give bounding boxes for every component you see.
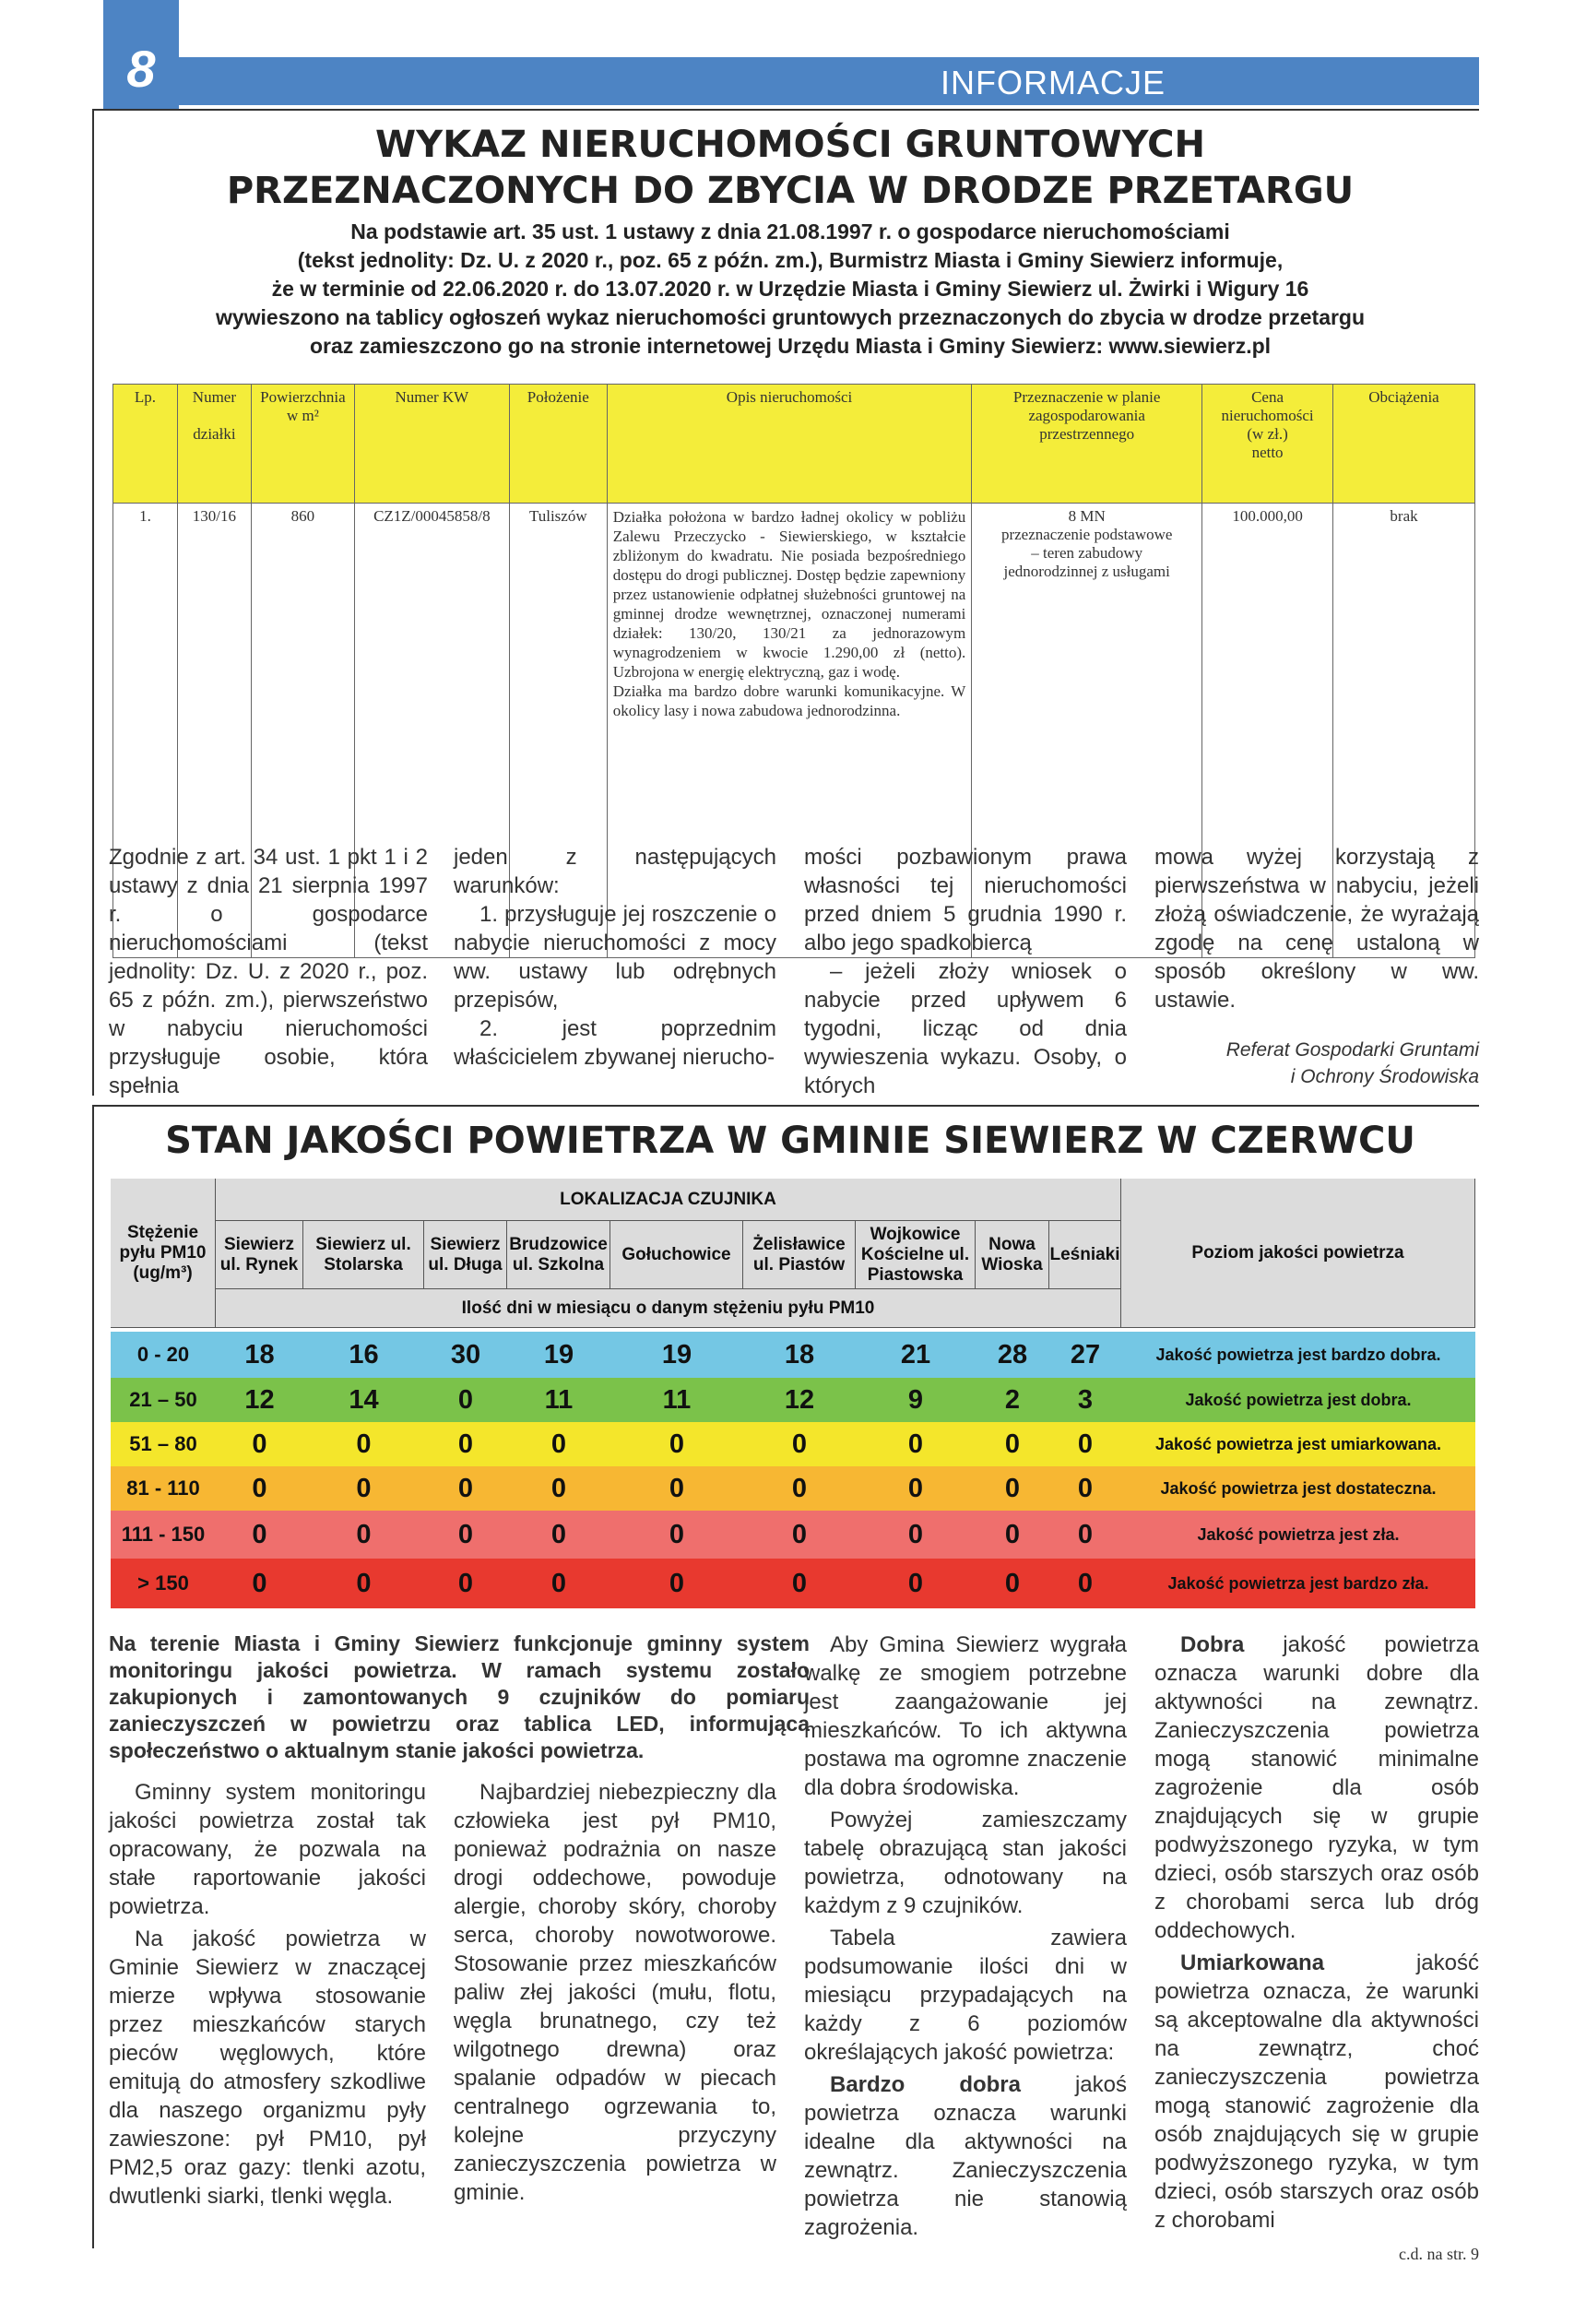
top-rule (92, 109, 1479, 111)
cell-kw: CZ1Z/00045858/8 (354, 504, 509, 958)
notice-intro-4: wywieszono na tablicy ogłoszeń wykaz nieruchomości gruntowych przeznaczonych do zbycia w drodze przetargu (215, 305, 1366, 329)
cell-obciazenia: brak (1333, 504, 1475, 958)
value-cell: 0 (550, 1568, 567, 1598)
value-cell: 0 (457, 1384, 474, 1415)
quality-header: Poziom jakości powietrza (1121, 1179, 1475, 1328)
value-cell: 0 (252, 1429, 267, 1459)
value-cell: 27 (1070, 1339, 1101, 1370)
value-cell: 0 (907, 1568, 924, 1598)
value-cell: 16 (349, 1339, 379, 1370)
header-cena: Cena nieruchomości (w zł.) netto (1202, 385, 1333, 504)
term-text: jakość powietrza oznacza warunki dobre dla aktywności na zewnątrz. Zanieczyszczenia powietrza mogą stanowić minimalne zagrożenie dla osób znajdujących się w grupie podwyższonego ryzyka, w tym dzieci, osób starszych oraz osób z chorobami serca lub dróg oddechowych. (1154, 1632, 1479, 1943)
value-cell: 0 (669, 1568, 685, 1598)
value-cell: 19 (661, 1339, 692, 1370)
notice-intro-1: Na podstawie art. 35 ust. 1 ustawy z dnia 21.08.1997 r. o gospodarce nieruchomościami (350, 219, 1230, 243)
signature-line-2: i Ochrony Środowiska (1290, 1066, 1479, 1087)
value-cell: 0 (1004, 1568, 1021, 1598)
quality-label: Jakość powietrza jest dostateczna. (1160, 1478, 1437, 1498)
notice-paragraph: – jeżeli złoży wniosek o nabycie przed upływem 6 tygodni, licząc od dnia wywieszenia wykazu. Osoby, o których (804, 959, 1127, 1098)
page-number: 8 (103, 0, 179, 109)
range-label: 51 – 80 (129, 1432, 197, 1455)
notice-intro-3: że w terminie od 22.06.2020 r. do 13.07.2020 r. w Urzędzie Miasta i Gminy Siewierz ul. Żwirki i Wigury 16 (271, 277, 1309, 301)
opis-text-2: Działka ma bardzo dobre warunki komunikacyjne. W okolicy lasy i nowa zabudowa jednorodzinna. (612, 682, 966, 719)
location-9: Leśniaki (1049, 1221, 1121, 1289)
value-cell: 0 (791, 1519, 808, 1549)
term-dobra: Dobra (1180, 1632, 1245, 1657)
cell-cena: 100.000,00 (1202, 504, 1333, 958)
value-cell: 0 (907, 1519, 924, 1549)
notice-intro-5: oraz zamieszczono go na stronie internetowej Urzędu Miasta i Gminy Siewierz: www.siewierz.pl (309, 334, 1272, 358)
range-label: 111 - 150 (121, 1523, 206, 1546)
term-umiarkowana: Umiarkowana (1180, 1951, 1325, 1975)
value-cell: 11 (662, 1384, 692, 1415)
notice-column-1 (109, 843, 428, 1100)
air-lead-paragraph: Na terenie Miasta i Gminy Siewierz funkcjonuje gminny system monitoringu jakości powietrza. W ramach systemu zostało zakupionych i zamontowanych 9 czujników do pomiaru zanieczyszczeń w powietrzu oraz tablica LED, informująca społeczeństwo o aktualnym stanie jakości powietrza. (109, 1631, 810, 1762)
value-cell: 0 (252, 1473, 267, 1503)
notice-paragraph: jeden z następujących warunków: (454, 845, 776, 898)
value-cell: 0 (669, 1429, 685, 1459)
value-cell: 12 (244, 1384, 275, 1415)
term-text: jakość powietrza oznacza, że warunki są akceptowalne dla aktywności na zewnątrz, choć zanieczyszczenia powietrza mogą stanowić zagrożenie dla osób znajdujących się w grupie podwyższonego ryzyka, w tym dzieci, osób starszych oraz osób z chorobami (1154, 1951, 1479, 2233)
notice-paragraph: mowa wyżej korzystają z pierwszeństwa w nabyciu, jeżeli złożą oświadczenie, że wyrażają zgodę na cenę ustaloną w sposób określony w ww. ustawie. (1154, 845, 1479, 1013)
value-cell: 0 (669, 1519, 685, 1549)
value-cell: 14 (349, 1384, 379, 1415)
value-cell: 0 (356, 1519, 372, 1549)
air-paragraph: Aby Gmina Siewierz wygrała walkę ze smogiem potrzebne jest zaangażowanie jej mieszkańców. To ich aktywna postawa ma ogromne znaczenie dla dobra środowiska. (804, 1632, 1127, 1800)
air-paragraph: Na jakość powietrza w Gminie Siewierz w znaczącej mierze wpływa stosowanie przez mieszkańców starych pieców węglowych, które emitują do atmosfery szkodliwe dla naszego organizmu pyły zawieszone: pył PM10, pył PM2,5 oraz gazy: tlenki azotu, dwutlenki siarki, tlenki węgla. (109, 1927, 426, 2209)
range-label: 21 – 50 (129, 1388, 197, 1411)
value-cell: 3 (1077, 1384, 1094, 1415)
section-label: INFORMACJE (941, 64, 1166, 101)
range-label: 0 - 20 (136, 1343, 190, 1366)
value-cell: 0 (1004, 1473, 1021, 1503)
corner-header: Stężenie pyłu PM10 (ug/m³) (111, 1179, 216, 1328)
location-6: Żelisławice ul. Piastów (743, 1221, 856, 1289)
location-5: Gołuchowice (610, 1221, 743, 1289)
opis-text: Działka położona w bardzo ładnej okolicy w pobliżu Zalewu Przeczycko - Siewierskiego, w kształcie zbliżonym do kwadratu. Nie posiada bezpośredniego dostępu do drogi publicznej. Dostęp będzie zapewniony przez ustanowienie odpłatnej służebności gruntowej na gminnej drodze wewnętrznej, oznaczonej numerami działek: 130/20, 130/21 za jednorazowym wynagrodzeniem w kwocie 1.290,00 zł (netto). Uzbrojona w energię elektryczną, gaz i wodę. (612, 508, 966, 681)
property-table-header (113, 385, 1475, 504)
value-cell: 18 (244, 1339, 275, 1370)
air-paragraph: Najbardziej niebezpieczny dla człowieka jest pył PM10, ponieważ podrażnia on nasze drogi oddechowe, powoduje alergie, choroby skóry, choroby serca, choroby nowotworowe. Stosowanie przez mieszkańców paliw złej jakości (mułu, flotu, węgla brunatnego, czy też wilgotnego drewna) oraz spalanie odpadów w piecach centralnego ogrzewania to, kolejne przyczyny zanieczyszczenia powietrza w gminie. (454, 1780, 776, 2205)
value-cell: 0 (907, 1473, 924, 1503)
air-paragraph (1154, 1630, 1479, 1945)
header-kw: Numer KW (354, 385, 509, 504)
quality-label: Jakość powietrza jest dobra. (1185, 1390, 1412, 1409)
air-paragraph: Gminny system monitoringu jakości powietrza został tak opracowany, że pozwala na stałe raportowanie jakości powietrza. (109, 1780, 426, 1919)
quality-label: Jakość powietrza jest umiarkowana. (1154, 1434, 1442, 1453)
location-header: LOKALIZACJA CZUJNIKA (216, 1179, 1121, 1221)
value-cell: 0 (356, 1473, 372, 1503)
location-8: Nowa Wioska (976, 1221, 1049, 1289)
air-column-4 (1154, 1630, 1479, 2269)
value-cell: 0 (252, 1519, 267, 1549)
value-cell: 9 (907, 1384, 924, 1415)
air-paragraph: Powyżej zamieszczamy tabelę obrazującą stan jakości powietrza, odnotowany na każdym z 9 czujników. (804, 1808, 1127, 1918)
value-cell: 0 (1004, 1429, 1021, 1459)
value-cell: 0 (791, 1473, 808, 1503)
section-header-bar (179, 57, 1479, 105)
continued-note: c.d. na str. 9 (1399, 2245, 1479, 2263)
header-polozenie: Położenie (509, 385, 607, 504)
header-przeznaczenie: Przeznaczenie w planie zagospodarowania przestrzennego (972, 385, 1202, 504)
value-cell: 21 (900, 1339, 931, 1370)
value-cell: 18 (784, 1339, 815, 1370)
value-cell: 0 (791, 1568, 808, 1598)
air-column-1 (109, 1778, 426, 2211)
value-cell: 30 (450, 1339, 481, 1370)
notice-column-2 (454, 843, 776, 1072)
value-cell: 0 (669, 1473, 685, 1503)
term-bardzo-dobra: Bardzo dobra (830, 2072, 1021, 2097)
value-cell: 0 (1077, 1473, 1094, 1503)
value-cell: 0 (356, 1429, 372, 1459)
value-cell: 2 (1004, 1384, 1021, 1415)
notice-title-line-1: WYKAZ NIERUCHOMOŚCI GRUNTOWYCH (375, 124, 1205, 166)
notice-paragraph: Zgodnie z art. 34 ust. 1 pkt 1 i 2 ustawy z dnia 21 sierpnia 1997 r. o gospodarce nieruchomościami (tekst jednolity: Dz. U. z 2020 r., poz. 65 z późn. zm.), pierwszeństwo w nabyciu nieruchomości przysługuje osobie, która spełnia (109, 845, 428, 1098)
air-column-2 (454, 1778, 776, 2207)
signature-line-1: Referat Gospodarki Gruntami (1225, 1039, 1479, 1061)
air-paragraph: Tabela zawiera podsumowanie ilości dni w miesiącu przypadających na każdy z 6 poziomów określających jakość powietrza: (804, 1926, 1127, 2065)
cell-dzialka: 130/16 (177, 504, 251, 958)
notice-column-3 (804, 843, 1127, 1100)
air-quality-title: STAN JAKOŚCI POWIETRZA W GMINIE SIEWIERZ W CZERWCU (165, 1120, 1415, 1162)
value-cell: 0 (550, 1473, 567, 1503)
left-rule (92, 109, 94, 1096)
term-text: jakoś powietrza oznacza warunki idealne dla aktywności na zewnątrz. Zanieczyszczenia powietrza nie stanowią zagrożenia. (804, 2072, 1127, 2240)
quality-label: Jakość powietrza jest bardzo dobra. (1155, 1345, 1441, 1364)
range-label: > 150 (137, 1571, 189, 1595)
value-cell: 0 (457, 1519, 474, 1549)
notice-title-line-2: PRZEZNACZONYCH DO ZBYCIA W DRODZE PRZETARGU (226, 170, 1355, 212)
left-rule-2 (92, 1105, 94, 2248)
value-cell: 0 (1004, 1519, 1021, 1549)
location-2: Siewierz ul. Stolarska (303, 1221, 424, 1289)
value-cell: 0 (356, 1568, 372, 1598)
value-cell: 0 (457, 1473, 474, 1503)
air-quality-table (111, 1179, 1475, 1623)
cell-powierzchnia: 860 (251, 504, 354, 958)
value-cell: 19 (543, 1339, 574, 1370)
value-cell: 0 (1077, 1519, 1094, 1549)
header-opis: Opis nieruchomości (607, 385, 972, 504)
cell-polozenie: Tuliszów (509, 504, 607, 958)
notice-intro-2: (tekst jednolity: Dz. U. z 2020 r., poz. 65 z późn. zm.), Burmistrz Miasta i Gminy Siewierz informuje, (297, 248, 1284, 272)
value-cell: 0 (550, 1429, 567, 1459)
air-paragraph (804, 2070, 1127, 2242)
location-7: Wojkowice Kościelne ul. Piastowska (856, 1221, 976, 1289)
header-obciazenia: Obciążenia (1333, 385, 1475, 504)
value-cell: 0 (457, 1568, 474, 1598)
location-4: Brudzowice ul. Szkolna (507, 1221, 610, 1289)
value-cell: 0 (1077, 1429, 1094, 1459)
section-divider (92, 1105, 1479, 1107)
notice-paragraph: 1. przysługuje jej roszczenie o nabycie nieruchomości z mocy ww. ustawy lub odrębnych przepisów, (454, 902, 776, 1013)
value-cell: 28 (997, 1339, 1028, 1370)
value-cell: 0 (791, 1429, 808, 1459)
air-column-3 (804, 1630, 1127, 2242)
value-cell: 11 (544, 1384, 574, 1415)
range-label: 81 - 110 (126, 1476, 200, 1500)
count-header: Ilość dni w miesiącu o danym stężeniu pyłu PM10 (216, 1289, 1121, 1328)
value-cell: 0 (252, 1568, 267, 1598)
header-powierzchnia: Powierzchnia w m² (251, 385, 354, 504)
notice-signature (1154, 1037, 1479, 1090)
header-dzialka: Numer działki (177, 385, 251, 504)
value-cell: 0 (457, 1429, 474, 1459)
value-cell: 0 (550, 1519, 567, 1549)
notice-paragraph: mości pozbawionym prawa własności tej nieruchomości przed dniem 5 grudnia 1990 r. albo jego spadkobiercą (804, 845, 1127, 955)
value-cell: 0 (907, 1429, 924, 1459)
location-3: Siewierz ul. Długa (424, 1221, 507, 1289)
cell-lp: 1. (113, 504, 178, 958)
quality-label: Jakość powietrza jest zła. (1197, 1524, 1400, 1544)
value-cell: 12 (784, 1384, 815, 1415)
header-lp: Lp. (113, 385, 178, 504)
cell-przeznaczenie: 8 MN przeznaczenie podstawowe – teren zabudowy jednorodzinnej z usługami (972, 504, 1202, 958)
notice-column-4 (1154, 843, 1479, 1090)
location-1: Siewierz ul. Rynek (216, 1221, 303, 1289)
quality-label: Jakość powietrza jest bardzo zła. (1167, 1573, 1429, 1593)
notice-paragraph: 2. jest poprzednim właścicielem zbywanej nierucho- (454, 1016, 776, 1070)
air-paragraph (1154, 1949, 1479, 2235)
value-cell: 0 (1077, 1568, 1094, 1598)
